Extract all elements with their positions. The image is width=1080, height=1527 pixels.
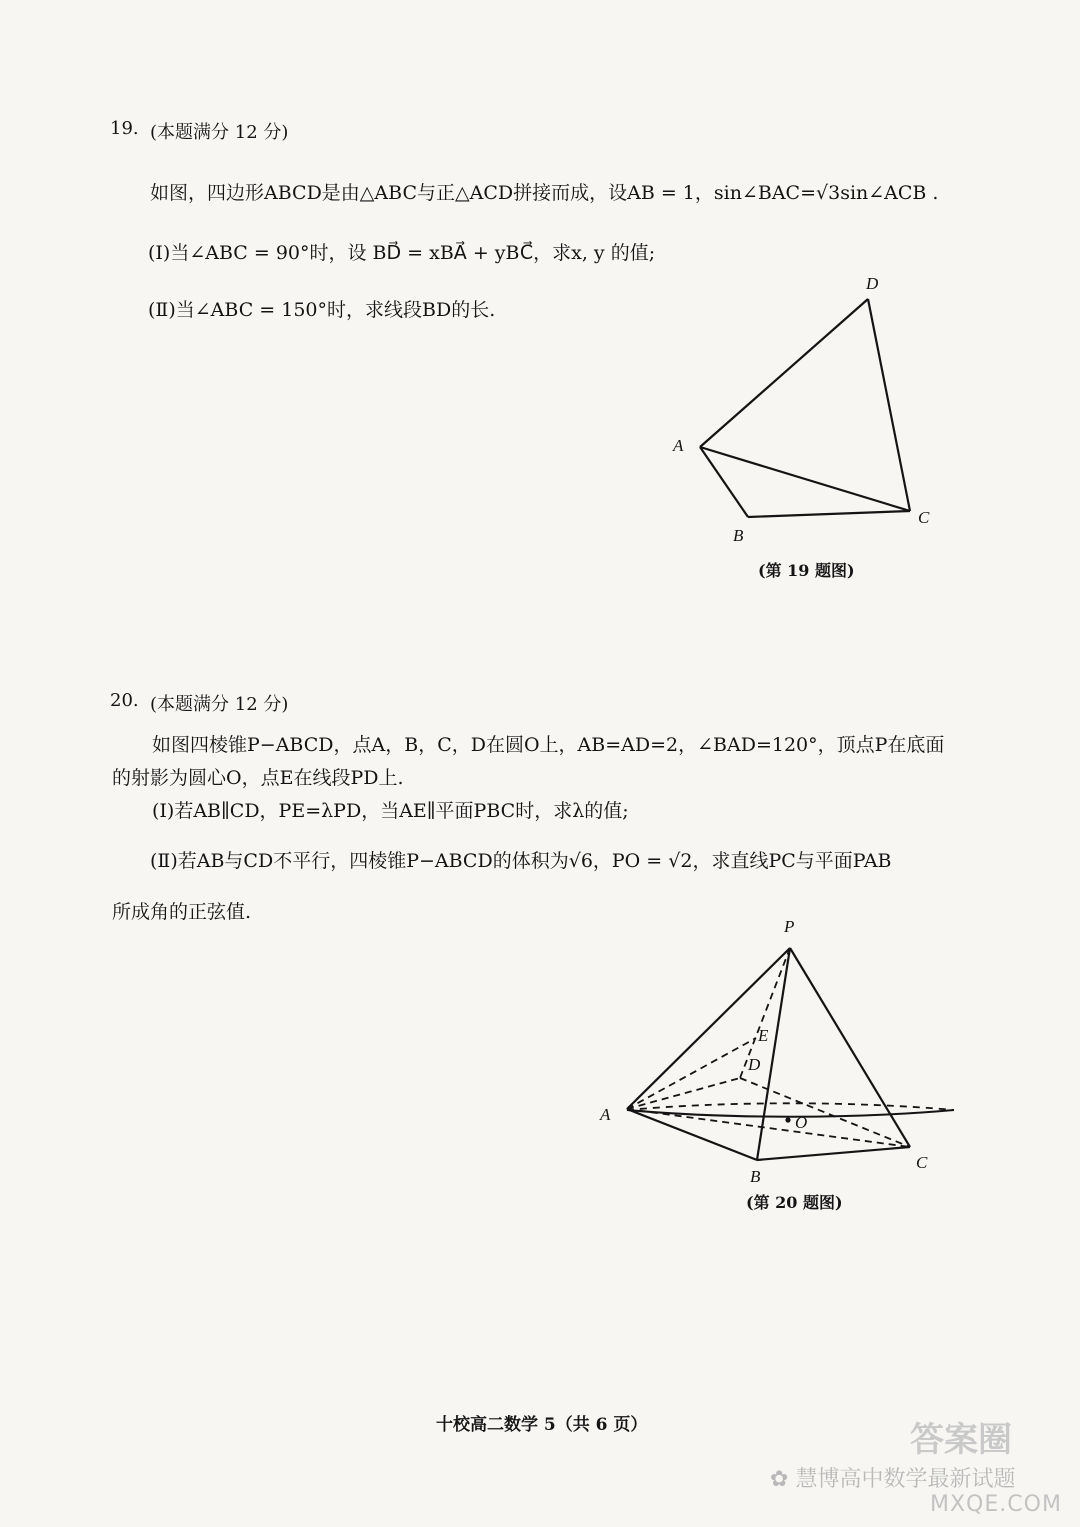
wechat-icon: ✿ xyxy=(770,1467,789,1492)
q19-stem: 如图，四边形ABCD是由△ABC与正△ACD拼接而成，设AB = 1，sin∠BAC=√3sin∠ACB . xyxy=(150,182,939,204)
q20-score: (本题满分 12 分) xyxy=(150,694,289,715)
label-A: A xyxy=(600,1105,611,1124)
q20-part2-line1: (Ⅱ)若AB与CD不平行，四棱锥P−ABCD的体积为√6，PO = √2，求直线PC与平面PAB xyxy=(150,850,892,872)
q20-part1: (Ⅰ)若AB∥CD，PE=λPD，当AE∥平面PBC时，求λ的值; xyxy=(152,800,629,822)
edge-DC xyxy=(868,299,910,511)
q20-figure xyxy=(590,910,980,1190)
watermark-logo: 答案圈 xyxy=(910,1420,1012,1460)
segment-AE xyxy=(627,1038,756,1109)
watermark-account xyxy=(770,1462,1015,1493)
q19-caption: (第 19 题图) xyxy=(758,561,855,580)
watermark-url: MXQE.COM xyxy=(930,1492,1062,1517)
edge-BC xyxy=(748,511,910,517)
label-P: P xyxy=(784,917,795,936)
q20-caption: (第 20 题图) xyxy=(746,1193,843,1212)
q19-figure xyxy=(660,265,950,555)
q19-part2: (Ⅱ)当∠ABC = 150°时，求线段BD的长. xyxy=(148,299,496,321)
label-O: O xyxy=(795,1113,808,1132)
circle-back xyxy=(627,1103,954,1110)
edge-BC xyxy=(757,1147,910,1160)
label-D: D xyxy=(866,274,879,293)
q20-stem-line1: 如图四棱锥P−ABCD，点A，B，C，D在圆O上，AB=AD=2，∠BAD=120°，顶点P在底面 xyxy=(152,734,945,756)
q19-number: 19. xyxy=(110,118,139,139)
q20-part2-line2: 所成角的正弦值. xyxy=(112,901,252,923)
label-B: B xyxy=(750,1167,761,1186)
q19-score: (本题满分 12 分) xyxy=(150,122,289,143)
edge-AC xyxy=(700,447,910,511)
q19-part1: (Ⅰ)当∠ABC = 90°时，设 BD⃗ = xBA⃗ + yBC⃗，求x, y 的值; xyxy=(148,242,656,264)
watermark-account-text: 慧博高中数学最新试题 xyxy=(795,1467,1016,1492)
label-D: D xyxy=(748,1055,761,1074)
label-A: A xyxy=(673,436,684,455)
edge-AB xyxy=(700,447,748,517)
q20-stem-line2: 的射影为圆心O，点E在线段PD上. xyxy=(112,767,404,789)
point-O xyxy=(785,1117,790,1122)
label-E: E xyxy=(758,1026,769,1045)
label-C: C xyxy=(916,1153,928,1172)
q20-number: 20. xyxy=(110,690,139,711)
label-B: B xyxy=(733,526,744,545)
edge-AD xyxy=(700,299,868,447)
page-footer: 十校高二数学 5（共 6 页） xyxy=(436,1415,648,1435)
label-C: C xyxy=(918,508,930,527)
